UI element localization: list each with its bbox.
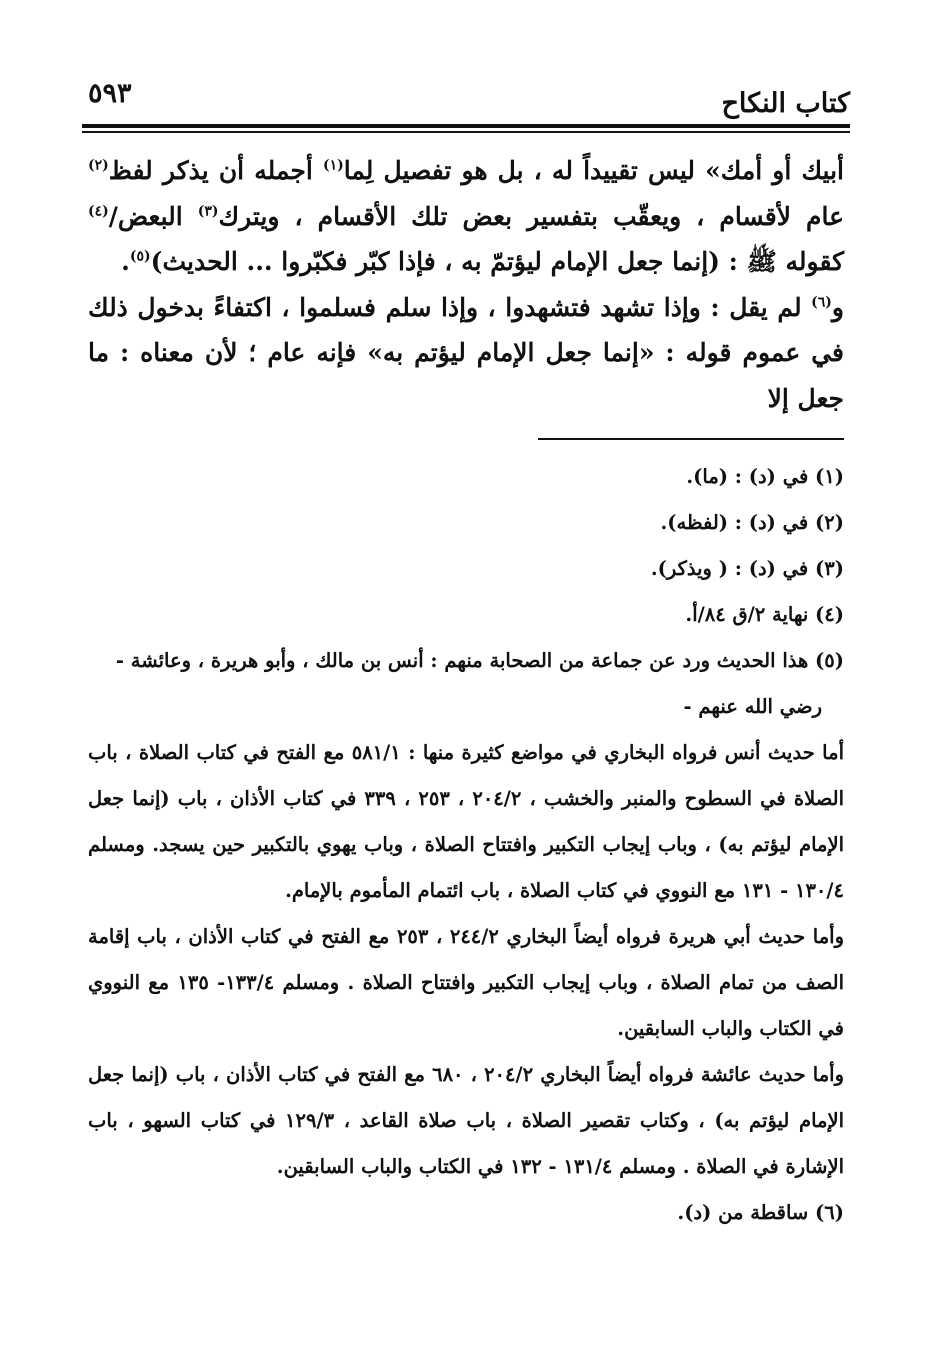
footnote-ref-3: (٣) [197,203,219,220]
header-rule-thick [82,124,850,128]
footnote-ref-2: (٢) [88,157,109,174]
footnote-ref-5: (٥) [129,248,151,265]
footnote-ref-1: (١) [322,157,344,174]
footnote-6: (٦) ساقطة من (د). [677,1201,844,1224]
footnote-1: (١) في (د) : (ما). [686,465,844,488]
footnote-5: (٥) هذا الحديث ورد عن جماعة من الصحابة منهم : أنس بن مالك ، وأبو هريرة ، وعائشة - [115,649,844,672]
footnote-3: (٣) في (د) : ( ويذكر). [650,557,844,580]
running-header [82,78,850,124]
footnotes-section [88,454,844,1236]
body-text-run: لم يقل : وإذا تشهد فتشهدوا ، وإذا سلم فسلموا ، اكتفاءً بدخول ذلك في عموم قوله : «إنما جعل الإمام ليؤتم به» فإنه عام ؛ لأن معناه : ما جعل إلا [88,292,844,413]
main-text [88,148,844,421]
body-text-run: . [121,247,130,276]
footnote-5-aisha: وأما حديث عائشة فرواه أيضاً البخاري ٢٠٤/٢ ، ٦٨٠ مع الفتح في كتاب الأذان ، باب (إنما جعل الإمام ليؤتم به) ، وكتاب تقصير الصلاة ، باب صلاة القاعد ، ١٢٩/٣ في كتاب السهو ، باب الإشارة في الصلاة . ومسلم ١٣١/٤ - ١٣٢ في الكتاب والباب السابقين. [88,1063,845,1178]
footnote-4: (٤) نهاية ٢/ق ٨٤/أ. [685,603,844,626]
footnote-5-continuation: رضي الله عنهم - [683,695,822,718]
chapter-title: كتاب النكاح [721,88,850,119]
header-rule-thin [82,131,850,133]
body-text-run: أبيك أو أمك» ليس تقييداً له ، بل هو تفصيل لِما [343,156,844,185]
footnote-5-abu-hurayra: وأما حديث أبي هريرة فرواه أيضاً البخاري ٢٤٤/٢ ، ٢٥٣ مع الفتح في كتاب الأذان ، باب إقامة الصف من تمام الصلاة ، وباب إيجاب التكبير وافتتاح الصلاة . ومسلم ١٣٣/٤- ١٣٥ مع النووي في الكتاب والباب السابقين. [88,925,845,1040]
footnote-separator [538,438,844,440]
body-paragraph-2 [88,285,844,422]
footnote-2: (٢) في (د) : (لفظه). [660,511,844,534]
footnote-ref-6: (٦) [811,294,832,311]
page-number: ٥٩٣ [88,78,132,109]
body-text-run: البعض/ [108,201,198,231]
footnote-ref-4: (٤) [88,203,109,220]
body-text-run: كقوله ﷺ : (إنما جعل الإمام ليؤتمّ به ، فإذا كبّر فكبّروا ... الحديث) [150,247,844,276]
body-text-run: و [831,292,844,322]
body-text-run: عام لأقسام ، ويعقّب بتفسير بعض تلك الأقسام ، ويترك [218,201,844,231]
footnote-5-anas: أما حديث أنس فرواه البخاري في مواضع كثيرة منها : ٥٨١/١ مع الفتح في كتاب الصلاة ، باب الصلاة في السطوح والمنبر والخشب ، ٢٠٤/٢ ، ٢٥٣ ، ٣٣٩ في كتاب الأذان ، باب (إنما جعل الإمام ليؤتم به) ، وباب إيجاب التكبير وافتتاح الصلاة ، وباب يهوي بالتكبير حين يسجد. ومسلم ١٣٠/٤ - ١٣١ مع النووي في كتاب الصلاة ، باب ائتمام المأموم بالإمام. [88,741,845,902]
body-paragraph-1 [88,148,844,285]
body-text-run: أجمله أن يذكر لفظ [108,156,323,185]
